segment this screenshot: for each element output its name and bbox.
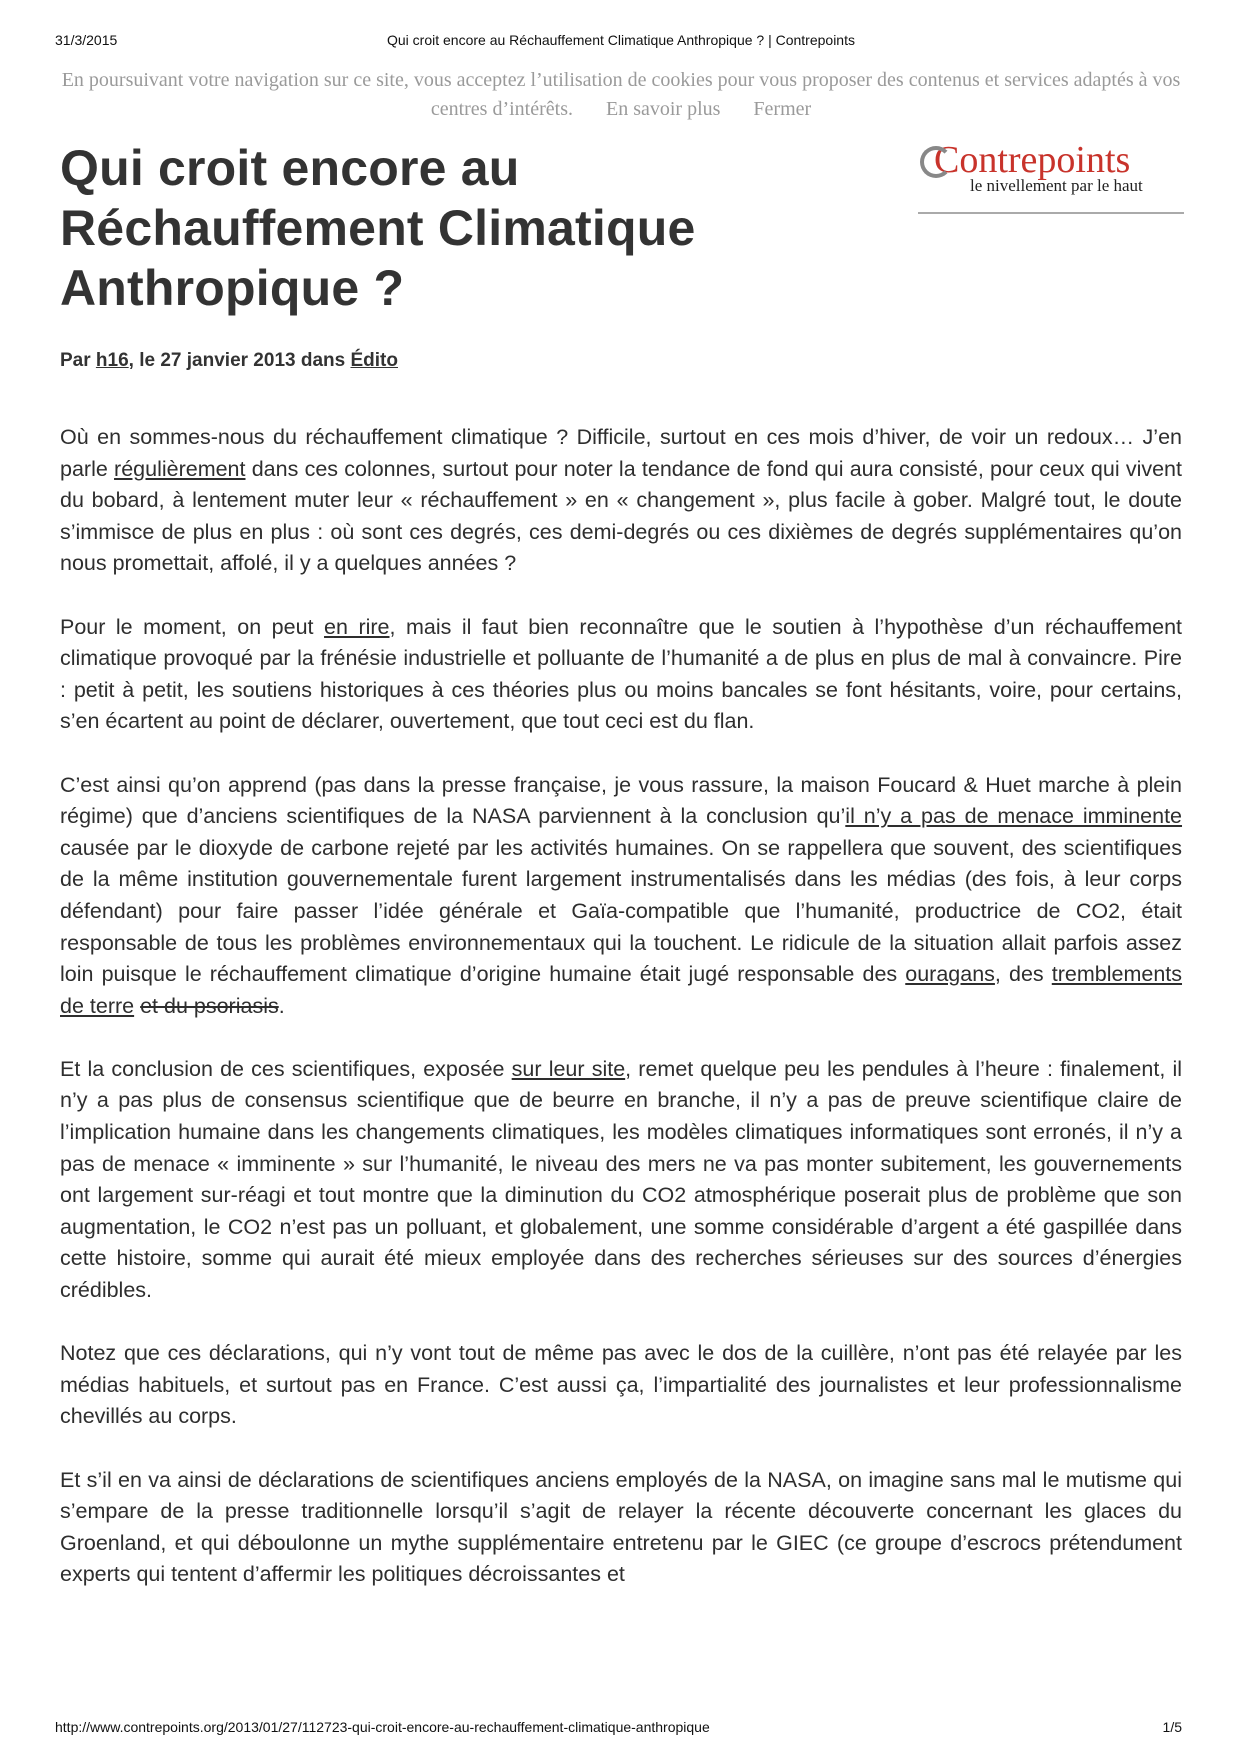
link-sur-leur-site[interactable]: sur leur site — [511, 1056, 626, 1081]
cookie-banner — [60, 66, 1182, 124]
struck-text: et du psoriasis — [140, 993, 279, 1018]
link-regulierement[interactable]: régulièrement — [114, 456, 246, 481]
text: . — [278, 993, 285, 1018]
page-number: 1/5 — [1162, 1719, 1182, 1735]
article-body — [60, 422, 1182, 1623]
paragraph-6: Et s’il en va ainsi de déclarations de scientifiques anciens employés de la NASA, on imagine sans mal le mutisme qui s’empare de la presse traditionnelle lorsqu’il s’agit de relayer la récente découverte concernant les glaces du Groenland, et qui déboulonne un mythe supplémentaire entretenu par le GIEC (ce groupe d’escrocs prétendument experts qui tentent d’affermir les politiques décroissantes et — [60, 1467, 1182, 1587]
print-url: http://www.contrepoints.org/2013/01/27/112723-qui-croit-encore-au-rechauffement-climatique-anthropique — [55, 1719, 710, 1735]
text: C’est ainsi qu’on apprend (pas dans la presse française, je vous rassure, la maison Foucard & Huet marche à plein régime) que d’anciens scientifiques de la NASA parviennent à la conclusion qu’ — [60, 772, 1182, 829]
cookie-close-button[interactable]: Fermer — [753, 98, 812, 120]
category-link[interactable]: Édito — [350, 350, 398, 371]
text: Où en sommes-nous du réchauffement climatique ? Difficile, surtout en ces mois d’hiver, de voir un redoux… J’en parle — [60, 425, 1182, 481]
link-en-rire[interactable]: en rire — [324, 614, 390, 639]
print-date: 31/3/2015 — [55, 32, 118, 48]
cookie-text: En poursuivant votre navigation sur ce site, vous acceptez l’utilisation de cookies pour vous proposer des contenus et services adaptés à vos centres d’intérêts. — [61, 69, 1181, 120]
print-page-title: Qui croit encore au Réchauffement Climatique Anthropique ? | Contrepoints — [387, 32, 855, 48]
article-title: Qui croit encore au Réchauffement Climatique Anthropique ? — [60, 140, 696, 316]
link-tremblements[interactable]: tremblements de terre — [60, 962, 1183, 1018]
paragraph-5: Notez que ces déclarations, qui n’y vont tout de même pas avec le dos de la cuillère, n’ont pas été relayée par les médias habituels, et surtout pas en France. C’est aussi ça, l’impartialité des journalistes et leur professionnalisme chevillés au corps. — [60, 1341, 1182, 1429]
author-link[interactable]: h16 — [95, 350, 129, 371]
paragraph-4 — [60, 1054, 1182, 1307]
logo-divider — [918, 212, 1184, 214]
paragraph-1 — [60, 422, 1182, 580]
text: , des — [994, 962, 1052, 987]
logo-brand — [920, 140, 1182, 180]
text: dans ces colonnes, surtout pour noter la tendance de fond qui aura consisté, pour ceux qui vivent du bobard, à lentement muter leur « réchauffement » en « changement », plus facile à gober. Malgré tout, le doute s’immisce de plus en plus : où sont ces degrés, ces demi-degrés ou ces dixièmes de degrés supplémentaires qu’on nous promettait, affolé, il y a quelques années ? — [60, 456, 1182, 576]
cookie-more-link[interactable]: En savoir plus — [605, 98, 721, 120]
text: , remet quelque peu les pendules à l’heure : finalement, il n’y a pas plus de consensus scientifique que de beurre en branche, il n’y a pas de preuve scientifique claire de l’implication humaine dans les changements climatiques, les modèles climatiques informatiques sont erronés, il n’y a pas de menace « imminente » sur l’humanité, le niveau des mers ne va pas monter subitement, les gouvernements ont largement sur-réagi et tout montre que la diminution du CO2 atmosphérique poserait plus de problème que son augmentation, le CO2 n’est pas un polluant, et globalement, une somme considérable d’argent a été gaspillée dans cette histoire, somme qui aurait été mieux employée dans des recherches sérieuses sur des sources d’énergies crédibles. — [60, 1056, 1182, 1303]
byline — [60, 350, 398, 372]
text: , mais il faut bien reconnaître que le soutien à l’hypothèse d’un réchauffement climatique provoqué par la frénésie industrielle et polluante de l’humanité a de plus en plus de mal à convaincre. Pire : petit à petit, les soutiens historiques à ces théories plus ou moins bancales se font hésitants, voire, pour certains, s’en écartent au point de déclarer, ouvertement, que tout ceci est du flan. — [60, 614, 1182, 734]
byline-date: , le 27 janvier 2013 dans — [128, 350, 351, 371]
text: Pour le moment, on peut — [60, 614, 325, 639]
logo-tagline: le nivellement par le haut — [970, 176, 1143, 195]
link-ouragans[interactable]: ouragans — [905, 962, 995, 987]
paragraph-2 — [60, 612, 1182, 738]
text: causée par le dioxyde de carbone rejeté par les activités humaines. On se rappellera que souvent, des scientifiques de la même institution gouvernementale furent largement instrumentalisés dans les médias (des fois, à leur corps défendant) pour faire passer l’idée générale et Gaïa-compatible que l’humanité, productrice de CO2, était responsable de tous les problèmes environnementaux qui la touchent. Le ridicule de la situation allait parfois assez loin puisque le réchauffement climatique d’origine humaine était jugé responsable des — [60, 835, 1182, 987]
site-logo[interactable] — [920, 140, 1182, 214]
text: Et la conclusion de ces scientifiques, exposée — [60, 1056, 512, 1081]
logo-ring-icon — [920, 146, 952, 178]
byline-prefix: Par — [60, 350, 96, 371]
logo-brand-text: Contrepoints — [934, 139, 1131, 181]
link-pas-de-menace[interactable]: il n’y a pas de menace imminente — [845, 804, 1183, 829]
paragraph-3 — [60, 770, 1182, 1023]
